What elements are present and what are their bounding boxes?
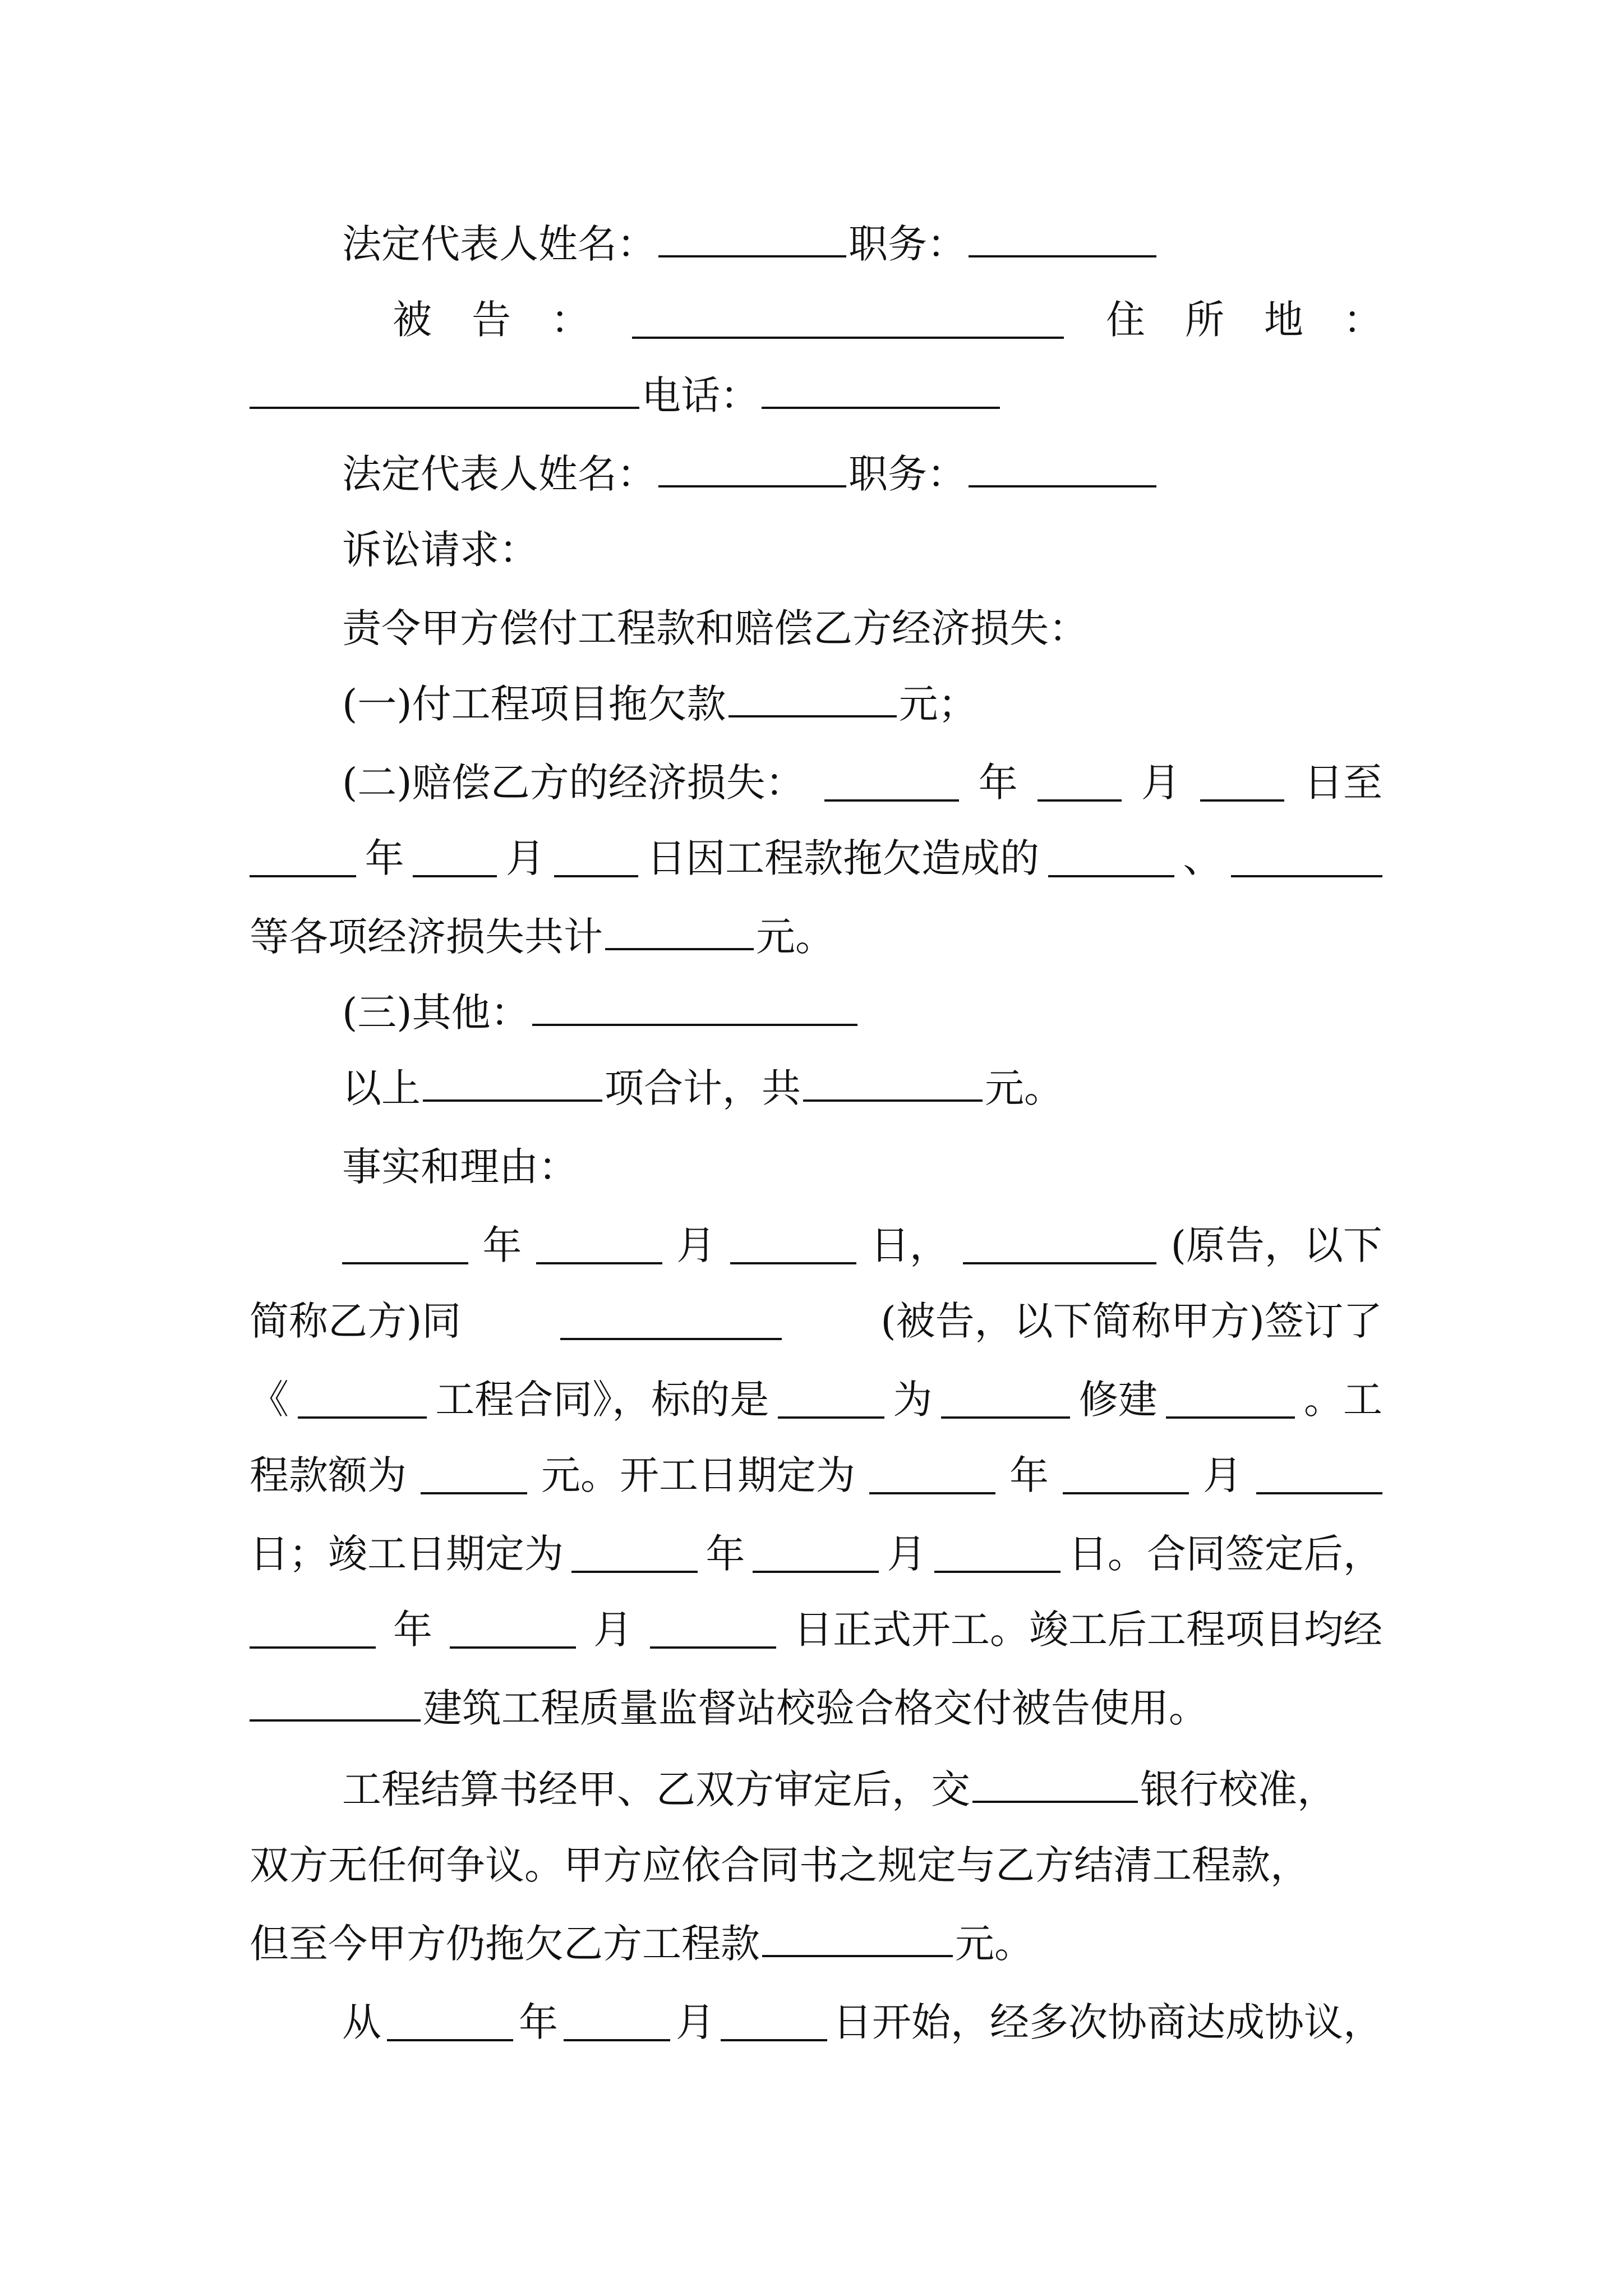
negotiation-line [342,1989,1382,2056]
blank-field [658,450,846,487]
label-position: 职务： [849,221,966,267]
paragraph-text: 责令甲方偿付工程款和赔偿乙方经济损失： [342,605,1088,651]
paragraph-text: 项合计，共 [605,1065,801,1111]
heading-claims [342,516,1382,583]
paragraph-text: (一)付工程项目拖欠款 [342,681,726,727]
paragraph-text: 元。 [756,914,834,960]
facts-line-3 [250,1366,1382,1433]
blank-field [423,1064,602,1102]
paragraph-text: 但至今甲方仍拖欠乙方工程款 [250,1921,760,1967]
paragraph-text: 简称乙方)同 [250,1298,462,1344]
claim-item-2 [342,749,1382,816]
blank-field [1038,764,1122,802]
label-char: ： [1343,297,1382,343]
paragraph-text: 日开始，经多次协商达成协议， [833,1999,1382,2045]
paragraph-text: 日因工程款拖欠造成的 [647,835,1040,881]
paragraph-text: 元。 [955,1921,1034,1967]
paragraph-text: 年 [482,1222,522,1268]
phone-line [250,362,1382,429]
blank-field [1166,1381,1295,1419]
label-legal-rep-name: 法定代表人姓名： [342,451,656,497]
label-char: 告 [472,297,511,343]
blank-field [564,2004,670,2041]
blank-field [1200,764,1284,802]
paragraph-text: 程款额为 [250,1452,407,1498]
blank-field [250,1684,421,1722]
blank-field [941,1381,1070,1419]
facts-line-2 [250,1287,1382,1355]
claim-item-1 [342,670,1382,738]
label-legal-rep-name: 法定代表人姓名： [342,221,656,267]
paragraph-text: (被告，以下简称甲方)签订了 [880,1298,1382,1344]
settlement-line-3 [250,1910,1382,1977]
blank-field [803,1064,983,1102]
claim-item-3 [342,979,1382,1046]
blank-field [571,1535,698,1573]
paragraph-text: 月 [676,1222,716,1268]
paragraph-text: 建筑工程质量监督站校验合格交付被告使用。 [423,1685,1208,1731]
blank-field [560,1303,782,1340]
blank-field [972,1765,1138,1803]
claims-intro [342,595,1382,662]
heading-text: 诉讼请求： [342,527,538,573]
facts-line-7 [250,1674,1382,1742]
paragraph-text: 月 [887,1531,926,1577]
heading-text: 事实和理由： [342,1144,578,1190]
facts-line-4 [250,1442,1382,1509]
defendant-rep-line-2 [342,440,1382,508]
blank-field [934,1535,1061,1573]
blank-field [342,1227,468,1264]
label-char: 地 [1264,297,1303,343]
settlement-line-2 [250,1832,1382,1899]
paragraph-text: 日， [870,1222,949,1268]
paragraph-text: 等各项经济损失共计 [250,914,603,960]
claim-item-2-cont [250,825,1382,892]
paragraph-text: 月 [593,1607,633,1653]
blank-field [298,1381,427,1419]
paragraph-text: 。工 [1304,1377,1382,1423]
blank-field [778,1381,884,1419]
blank-field [250,1611,376,1649]
paragraph-text: 、 [1183,835,1223,881]
settlement-line-1 [342,1756,1382,1823]
defendant-line [393,286,1382,353]
paragraph-text: 为 [893,1377,933,1423]
label-char: 住 [1106,297,1145,343]
paragraph-text: 日；竣工日期定为 [250,1531,564,1577]
paragraph-text: 年 [393,1607,432,1653]
blank-field [632,301,1064,339]
paragraph-text: 年 [706,1531,745,1577]
paragraph-text: 年 [978,760,1018,806]
blank-field [753,1535,879,1573]
paragraph-text: 元。 [985,1065,1063,1111]
label-position: 职务： [849,451,966,497]
blank-field [1063,1457,1189,1494]
defendant-rep-line-1 [342,210,1382,278]
blank-field [250,840,356,877]
blank-field [728,680,897,717]
heading-facts [342,1133,1382,1200]
paragraph-text: 双方无任何争议。甲方应依合同书之规定与乙方结清工程款， [250,1842,1310,1888]
blank-field [1256,1457,1382,1494]
paragraph-text: 月 [1203,1452,1242,1498]
blank-field [869,1457,995,1494]
blank-field [450,1611,576,1649]
blank-field [650,1611,776,1649]
blank-field [387,2004,513,2041]
paragraph-text: 银行校准， [1140,1766,1336,1812]
label-char: 被 [393,297,432,343]
paragraph-text: 月 [676,1999,715,2045]
blank-field [421,1457,527,1494]
blank-field [969,220,1156,257]
paragraph-text: 日至 [1304,760,1382,806]
blank-field [1231,840,1382,877]
blank-field [1048,840,1174,877]
claims-sum [342,1055,1382,1122]
blank-field [250,371,639,409]
paragraph-text: 元。开工日期定为 [541,1452,855,1498]
paragraph-text: (原告，以下 [1170,1222,1382,1268]
blank-field [658,220,846,257]
paragraph-text: 年 [519,1999,558,2045]
blank-field [824,764,959,802]
label-char: ： [551,297,590,343]
paragraph-text: 《 [250,1377,289,1423]
paragraph-text: 从 [342,1999,381,2045]
facts-line-6 [250,1596,1382,1663]
paragraph-text: 年 [365,835,404,881]
paragraph-text: 元； [898,681,978,727]
blank-field [762,371,1000,409]
blank-field [554,840,638,877]
paragraph-text: 日。合同签定后， [1068,1531,1382,1577]
blank-field [721,2004,827,2041]
facts-line-5 [250,1520,1382,1588]
paragraph-text: 修建 [1078,1377,1158,1423]
blank-field [969,450,1156,487]
paragraph-text: 以上 [342,1065,421,1111]
blank-field [605,913,754,950]
paragraph-text: 工程结算书经甲、乙双方审定后，交 [342,1766,970,1812]
paragraph-text: 月 [1141,760,1181,806]
paragraph-text: (二)赔偿乙方的经济损失： [342,760,805,806]
blank-field [532,988,857,1026]
blank-field [730,1227,856,1264]
blank-field [413,840,497,877]
blank-field [536,1227,662,1264]
paragraph-text: 工程合同》，标的是 [435,1377,769,1423]
blank-field [762,1920,953,1957]
paragraph-text: (三)其他： [342,990,530,1036]
label-phone: 电话： [642,372,759,418]
paragraph-text: 月 [505,835,545,881]
paragraph-text: 日正式开工。竣工后工程项目均经 [794,1607,1382,1653]
paragraph-text: 年 [1009,1452,1049,1498]
blank-field [963,1227,1156,1264]
facts-line-1 [342,1212,1382,1279]
label-char: 所 [1185,297,1224,343]
claim-item-2-total [250,903,1382,970]
